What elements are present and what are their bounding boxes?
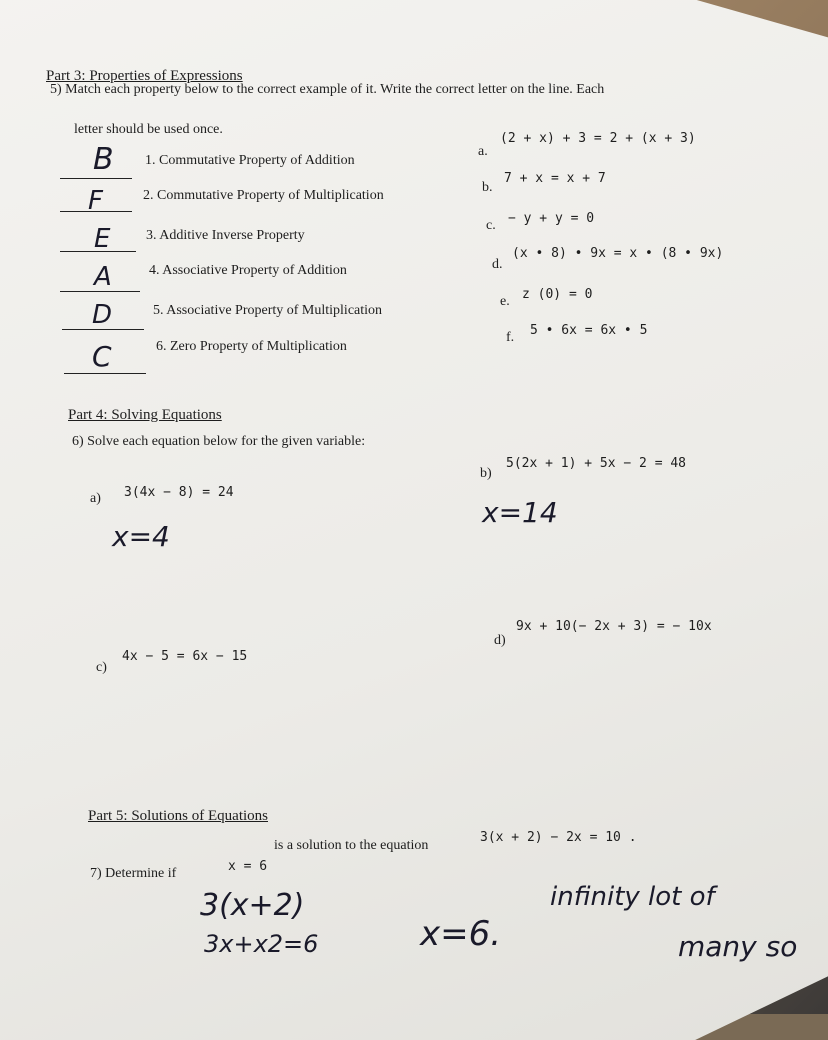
problem-a-expr: 3(4x − 8) = 24	[124, 485, 234, 500]
property-5: 5. Associative Property of Multiplication	[153, 303, 383, 318]
property-2: 2. Commutative Property of Multiplication	[143, 188, 384, 203]
answer-3: E	[94, 224, 111, 254]
example-e-expr: z (0) = 0	[522, 287, 593, 302]
work-center: x=6.	[420, 914, 502, 954]
example-b-letter: b.	[482, 180, 493, 195]
answer-2: F	[88, 186, 103, 216]
problem-b-label: b)	[480, 466, 492, 481]
property-1: 1. Commutative Property of Addition	[145, 153, 355, 168]
answer-line-6	[64, 373, 146, 374]
property-6: 6. Zero Property of Multiplication	[156, 339, 347, 354]
question7-equation: 3(x + 2) − 2x = 10 .	[480, 830, 637, 845]
question7-text: is a solution to the equation	[274, 838, 429, 853]
part5-heading: Part 5: Solutions of Equations	[88, 808, 268, 824]
problem-c-label: c)	[96, 660, 107, 675]
answer-a: x=4	[112, 520, 170, 553]
answer-1: B	[93, 142, 114, 177]
question7-var: x = 6	[228, 859, 268, 874]
question5-instruction: 5) Match each property below to the correct example of it. Write the correct letter on the line. Each	[50, 82, 605, 97]
example-e-letter: e.	[500, 294, 510, 309]
problem-c-expr: 4x − 5 = 6x − 15	[122, 649, 248, 664]
answer-line-1	[60, 178, 132, 179]
answer-b: x=14	[482, 496, 558, 529]
example-a-expr: (2 + x) + 3 = 2 + (x + 3)	[500, 131, 696, 146]
property-3: 3. Additive Inverse Property	[146, 228, 305, 243]
work-line-2: 3x+x2=6	[204, 930, 319, 958]
example-b-expr: 7 + x = x + 7	[504, 171, 606, 186]
example-f-expr: 5 • 6x = 6x • 5	[530, 323, 648, 338]
work-line-1: 3(x+2)	[200, 888, 305, 923]
answer-6: C	[92, 340, 112, 373]
example-c-expr: − y + y = 0	[508, 211, 595, 226]
work-right-1: infinity lot of	[550, 882, 715, 912]
problem-b-expr: 5(2x + 1) + 5x − 2 = 48	[506, 456, 687, 471]
property-4: 4. Associative Property of Addition	[149, 263, 347, 278]
question6-instruction: 6) Solve each equation below for the given variable:	[72, 434, 366, 449]
example-c-letter: c.	[486, 218, 496, 233]
example-d-letter: d.	[492, 257, 503, 272]
part4-heading: Part 4: Solving Equations	[68, 407, 222, 423]
problem-a-label: a)	[90, 491, 101, 506]
answer-5: D	[92, 300, 113, 330]
part3-heading: Part 3: Properties of Expressions	[46, 68, 243, 84]
example-f-letter: f.	[506, 330, 515, 345]
question7-prefix: 7) Determine if	[90, 866, 177, 881]
answer-4: A	[94, 262, 112, 292]
question5-instruction-cont: letter should be used once.	[74, 122, 223, 137]
example-d-expr: (x • 8) • 9x = x • (8 • 9x)	[512, 246, 724, 261]
problem-d-label: d)	[494, 633, 506, 648]
example-a-letter: a.	[478, 144, 488, 159]
work-right-2: many so	[678, 930, 798, 963]
problem-d-expr: 9x + 10(− 2x + 3) = − 10x	[516, 619, 712, 634]
